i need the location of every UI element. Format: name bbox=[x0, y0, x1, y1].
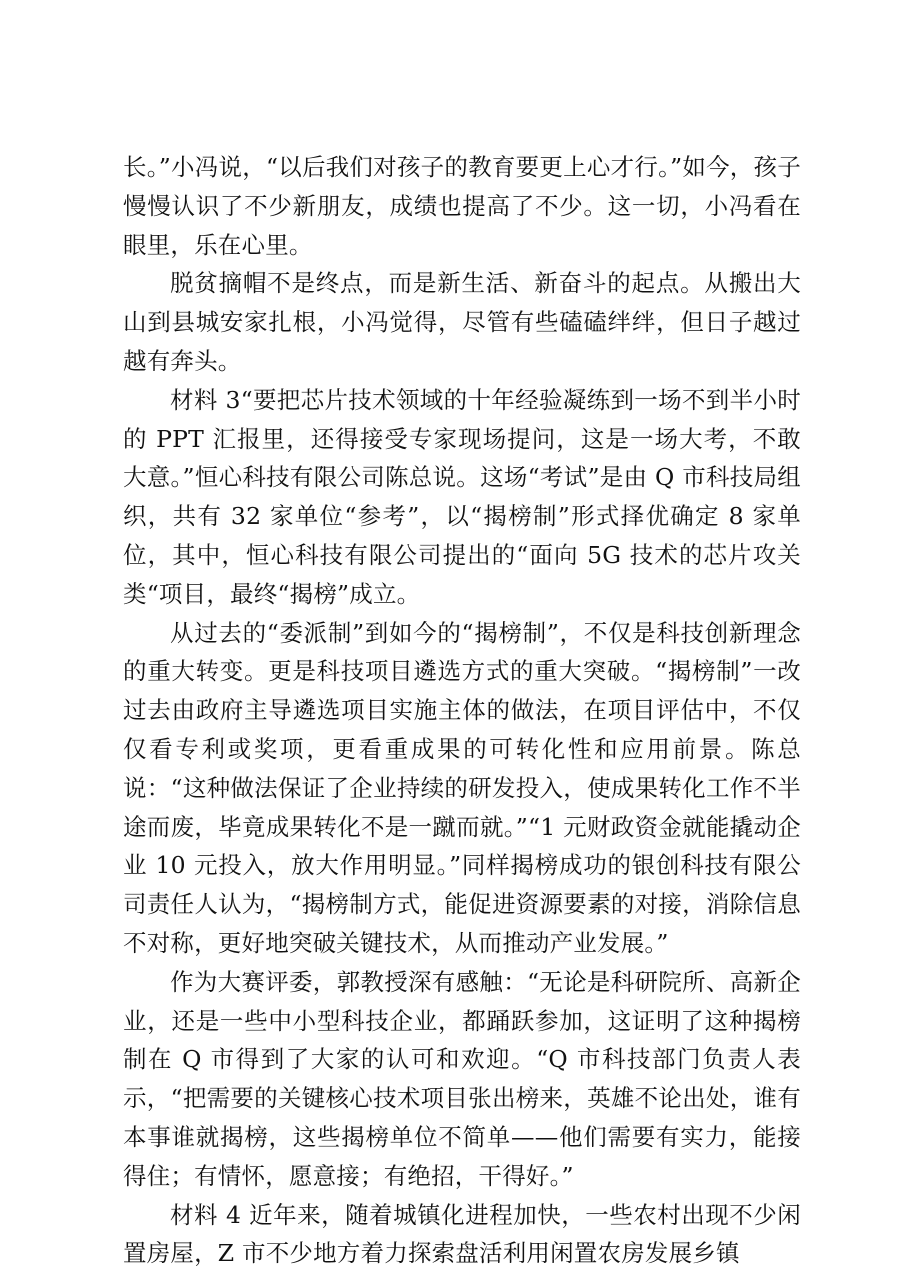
paragraph-material-3: 材料 3“要把芯片技术领域的十年经验凝练到一场不到半小时的 PPT 汇报里，还得接受专家现场提问，这是一场大考，不敢大意。”恒心科技有限公司陈总说。这场“考试”是由 Q 市科技局组织，共有 32 家单位“参考”，以“揭榜制”形式择优确定 8 家单位，其中，恒心科技有限公司提出的“面向 5G 技术的芯片攻关类“项目，最终“揭榜”成立。 bbox=[123, 385, 801, 608]
paragraph-bidding-system: 从过去的“委派制”到如今的“揭榜制”，不仅是科技创新理念的重大转变。更是科技项目遴选方式的重大突破。“揭榜制”一改过去由政府主导遴选项目实施主体的做法，在项目评估中，不仅仅看专利或奖项，更看重成果的可转化性和应用前景。陈总说：“这种做法保证了企业持续的研发投入，使成果转化工作不半途而废，毕竟成果转化不是一蹴而就。”“1 元财政资金就能撬动企业 10 元投入，放大作用明显。”同样揭榜成功的银创科技有限公司责任人认为，“揭榜制方式，能促进资源要素的对接，消除信息不对称，更好地突破关键技术，从而推动产业发展。” bbox=[123, 618, 801, 957]
paragraph-poverty-alleviation: 脱贫摘帽不是终点，而是新生活、新奋斗的起点。从搬出大山到县城安家扎根，小冯觉得，尽管有些磕磕绊绊，但日子越过越有奔头。 bbox=[123, 269, 801, 375]
paragraph-continuation: 长。”小冯说，“以后我们对孩子的教育要更上心才行。”如今，孩子慢慢认识了不少新朋友，成绩也提高了不少。这一切，小冯看在眼里，乐在心里。 bbox=[123, 153, 801, 259]
paragraph-material-4: 材料 4 近年来，随着城镇化进程加快，一些农村出现不少闲置房屋，Z 市不少地方着力探索盘活利用闲置农房发展乡镇 bbox=[123, 1200, 801, 1268]
document-body bbox=[123, 148, 801, 1273]
paragraph-judge-comment: 作为大赛评委，郭教授深有感触：“无论是科研院所、高新企业，还是一些中小型科技企业，都踊跃参加，这证明了这种揭榜制在 Q 市得到了大家的认可和欢迎。“Q 市科技部门负责人表示，“把需要的关键核心技术项目张出榜来，英雄不论出处，谁有本事谁就揭榜，这些揭榜单位不简单——他们需要有实力，能接得住；有情怀，愿意接；有绝招，干得好。” bbox=[123, 967, 801, 1190]
